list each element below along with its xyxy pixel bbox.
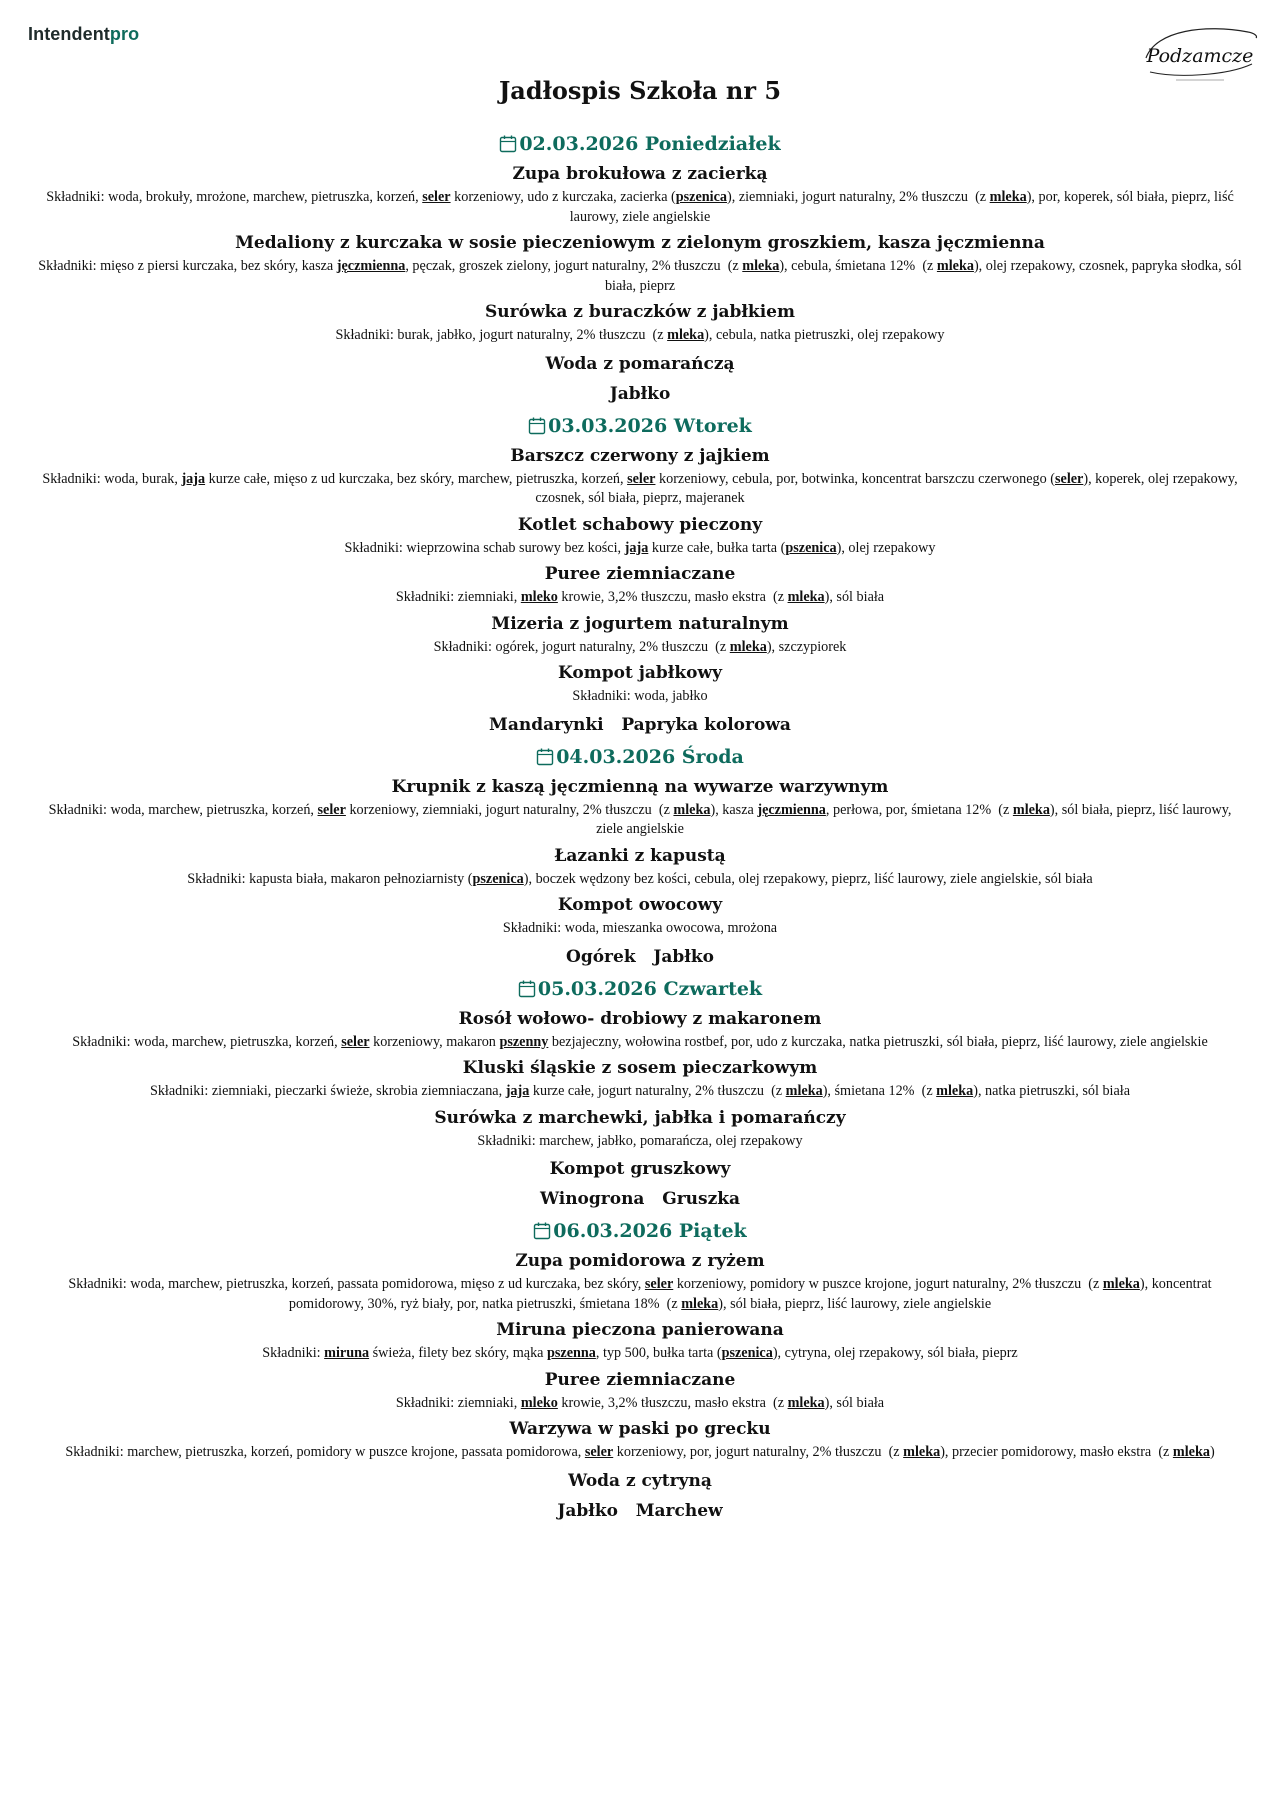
day-date: 03.03.2026 Wtorek [548, 414, 752, 437]
dish-ingredients: Składniki: woda, marchew, pietruszka, korzeń, passata pomidorowa, mięso z ud kurczaka, bez skóry, seler korzeniowy, pomidory w puszce krojone, jogurt naturalny, 2% tłuszczu (z mleka), koncentrat pomidorowy, 30%, ryż biały, por, natka pietruszki, śmietana 18% (z mleka), sól biała, pieprz, liść laurowy, ziele angielskie [68, 1276, 1212, 1312]
dish-ingredients: Składniki: woda, marchew, pietruszka, korzeń, seler korzeniowy, makaron pszenny bezjajeczny, wołowina rostbef, por, udo z kurczaka, natka pietruszki, sól biała, pieprz, liść laurowy, ziele angielskie [72, 1033, 1208, 1050]
dish-name: Puree ziemniaczane [544, 564, 736, 584]
dish-name: Jabłko Marchew [557, 1500, 723, 1521]
dish-ingredients: Składniki: woda, burak, jaja kurze całe, mięso z ud kurczaka, bez skóry, marchew, pietruszka, korzeń, seler korzeniowy, cebula, por, botwinka, koncentrat barszczu czerwonego (seler), koperek, olej rzepakowy, czosnek, sól biała, pieprz, majeranek [42, 470, 1238, 506]
dish-ingredients: Składniki: wieprzowina schab surowy bez kości, jaja kurze całe, bułka tarta (pszenica), olej rzepakowy [344, 539, 936, 556]
dish-name: Kotlet schabowy pieczony [517, 514, 763, 535]
dish-name: Łazanki z kapustą [554, 845, 726, 866]
calendar-icon [518, 979, 536, 999]
menu-content [30, 130, 1250, 1529]
day-heading [30, 1217, 1250, 1245]
dish-name: Kompot jabłkowy [558, 663, 722, 683]
dish-name: Winogrona Gruszka [539, 1189, 741, 1209]
dish-ingredients: Składniki: burak, jabłko, jogurt naturalny, 2% tłuszczu (z mleka), cebula, natka pietruszki, olej rzepakowy [335, 327, 945, 343]
dish-ingredients: Składniki: ogórek, jogurt naturalny, 2% tłuszczu (z mleka), szczypiorek [433, 638, 847, 655]
dish-ingredients: Składniki: ziemniaki, mleko krowie, 3,2% tłuszczu, masło ekstra (z mleka), sól biała [395, 589, 885, 605]
page-title: Jadłospis Szkoła nr 5 [498, 76, 782, 105]
dish-name: Mandarynki Papryka kolorowa [489, 714, 791, 735]
brand-logo [28, 24, 139, 45]
dish-name: Barszcz czerwony z jajkiem [510, 445, 770, 466]
calendar-icon [528, 416, 546, 436]
dish-ingredients: Składniki: woda, marchew, pietruszka, korzeń, seler korzeniowy, ziemniaki, jogurt naturalny, 2% tłuszczu (z mleka), kasza jęczmienna, perłowa, por, śmietana 12% (z mleka), sól biała, pieprz, liść laurowy, ziele angielskie [48, 801, 1232, 837]
brand-name-part2: pro [109, 24, 140, 44]
dish-name: Krupnik z kaszą jęczmienną na wywarze warzywnym [391, 776, 889, 797]
dish-name: Rosół wołowo- drobiowy z makaronem [458, 1008, 822, 1029]
calendar-icon [533, 1221, 551, 1241]
dish-ingredients: Składniki: mięso z piersi kurczaka, bez skóry, kasza jęczmienna, pęczak, groszek zielony, jogurt naturalny, 2% tłuszczu (z mleka), cebula, śmietana 12% (z mleka), olej rzepakowy, czosnek, papryka słodka, sól biała, pieprz [38, 258, 1242, 294]
dish-ingredients: Składniki: ziemniaki, mleko krowie, 3,2% tłuszczu, masło ekstra (z mleka), sól biała [395, 1394, 885, 1411]
dish-name: Kompot gruszkowy [549, 1159, 731, 1179]
dish-name: Surówka z buraczków z jabłkiem [485, 302, 795, 322]
brand-name-part1: Intendent [28, 24, 110, 44]
day-heading [30, 743, 1250, 771]
calendar-icon [536, 747, 554, 767]
calendar-icon [499, 134, 517, 154]
dish-ingredients: Składniki: ziemniaki, pieczarki świeże, skrobia ziemniaczana, jaja kurze całe, jogurt naturalny, 2% tłuszczu (z mleka), śmietana 12% (z mleka), natka pietruszki, sól biała [149, 1083, 1131, 1099]
dish-ingredients: Składniki: woda, brokuły, mrożone, marchew, pietruszka, korzeń, seler korzeniowy, udo z kurczaka, zacierka (pszenica), ziemniaki, jogurt naturalny, 2% tłuszczu (z mleka), por, koperek, sól biała, pieprz, liść laurowy, ziele angielskie [46, 189, 1234, 225]
day-heading [30, 412, 1250, 440]
dish-ingredients: Składniki: woda, mieszanka owocowa, mrożona [502, 920, 778, 936]
dish-name: Zupa pomidorowa z ryżem [515, 1251, 765, 1271]
dish-name: Zupa brokułowa z zacierką [512, 164, 768, 184]
day-date: 02.03.2026 Poniedziałek [519, 133, 781, 155]
day-date: 06.03.2026 Piątek [553, 1220, 747, 1242]
logo-text: Podzamcze [1146, 45, 1254, 67]
dish-name: Medaliony z kurczaka w sosie pieczeniowym z zielonym groszkiem, kasza jęczmienna [235, 233, 1045, 253]
dish-ingredients: Składniki: woda, jabłko [572, 688, 708, 704]
dish-ingredients: Składniki: kapusta biała, makaron pełnoziarnisty (pszenica), boczek wędzony bez kości, cebula, olej rzepakowy, pieprz, liść laurowy, ziele angielskie, sól biała [187, 870, 1093, 887]
dish-name: Woda z cytryną [568, 1470, 712, 1491]
dish-name: Mizeria z jogurtem naturalnym [491, 613, 789, 634]
dish-ingredients: Składniki: miruna świeża, filety bez skóry, mąka pszenna, typ 500, bułka tarta (pszenica), cytryna, olej rzepakowy, sól biała, pieprz [262, 1345, 1018, 1361]
dish-ingredients: Składniki: marchew, jabłko, pomarańcza, olej rzepakowy [477, 1132, 803, 1149]
day-date: 05.03.2026 Czwartek [537, 977, 763, 1000]
dish-name: Ogórek Jabłko [566, 946, 714, 967]
dish-name: Warzywa w paski po grecku [509, 1419, 771, 1439]
dish-name: Puree ziemniaczane [544, 1369, 736, 1390]
dish-ingredients: Składniki: marchew, pietruszka, korzeń, pomidory w puszce krojone, passata pomidorowa, seler korzeniowy, por, jogurt naturalny, 2% tłuszczu (z mleka), przecier pomidorowy, masło ekstra (z mleka) [65, 1444, 1215, 1460]
dish-name: Kluski śląskie z sosem pieczarkowym [462, 1058, 818, 1078]
day-date: 04.03.2026 Środa [556, 745, 744, 768]
day-heading [30, 130, 1250, 158]
day-heading [30, 975, 1250, 1003]
dish-name: Kompot owocowy [557, 895, 723, 915]
dish-name: Miruna pieczona panierowana [496, 1320, 784, 1340]
dish-name: Jabłko [609, 383, 671, 404]
dish-name: Woda z pomarańczą [545, 353, 735, 374]
dish-name: Surówka z marchewki, jabłka i pomarańczy [434, 1107, 846, 1128]
